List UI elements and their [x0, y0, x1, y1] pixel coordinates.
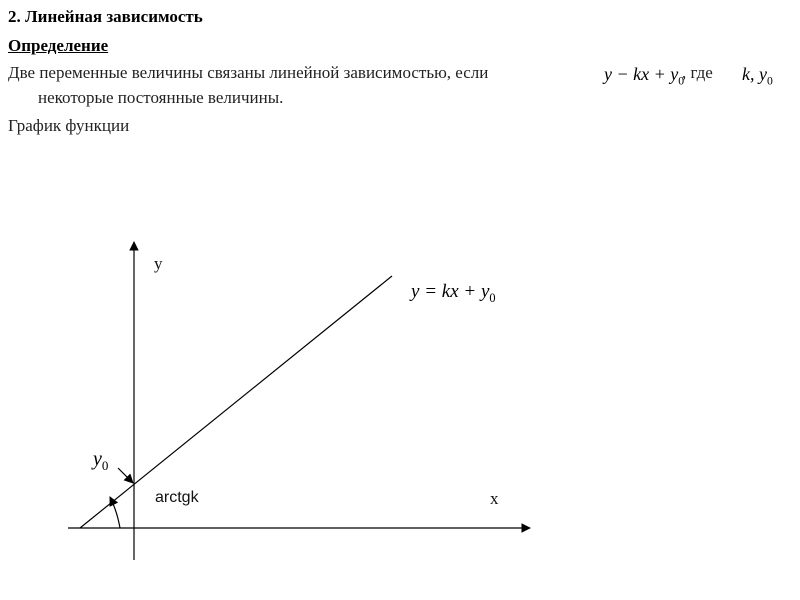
equation-lhs: y	[604, 64, 612, 84]
definition-text-line-2: некоторые постоянные величины.	[38, 88, 284, 107]
const-subscript: 0	[767, 74, 773, 88]
line-eq-subscript: 0	[489, 290, 496, 305]
where-word: , где	[682, 63, 713, 82]
line-eq-equals: =	[419, 281, 442, 302]
y-axis-label: y	[154, 254, 163, 273]
graph-caption: График функции	[8, 116, 130, 135]
const-k: k	[742, 64, 750, 84]
const-y: y	[759, 64, 767, 84]
intercept-label	[93, 448, 108, 474]
line-equation-label	[411, 281, 496, 306]
intercept-arrow	[118, 468, 133, 483]
equation-kx: kx	[633, 64, 650, 84]
equation-operator: −	[612, 64, 634, 84]
intercept-subscript: 0	[101, 458, 109, 473]
line-eq-plus: +	[458, 281, 481, 302]
equation-plus: +	[649, 64, 671, 84]
angle-arc	[110, 497, 120, 528]
x-axis-label: x	[490, 489, 499, 508]
definition-heading: Определение	[8, 36, 109, 55]
intercept-y: y	[93, 448, 102, 470]
angle-label: arctgk	[155, 489, 199, 506]
function-line	[80, 276, 392, 528]
equation-subscript: 0	[678, 74, 685, 88]
line-eq-y: y	[480, 281, 490, 302]
definition-text-line-1: Две переменные величины связаны линейной зависимостью, если	[8, 63, 489, 82]
const-separator: ,	[750, 64, 759, 84]
line-eq-kx: kx	[441, 281, 459, 302]
equation-y: y	[670, 64, 679, 84]
section-title: 2. Линейная зависимость	[8, 7, 203, 26]
line-eq-lhs: y	[411, 281, 420, 302]
